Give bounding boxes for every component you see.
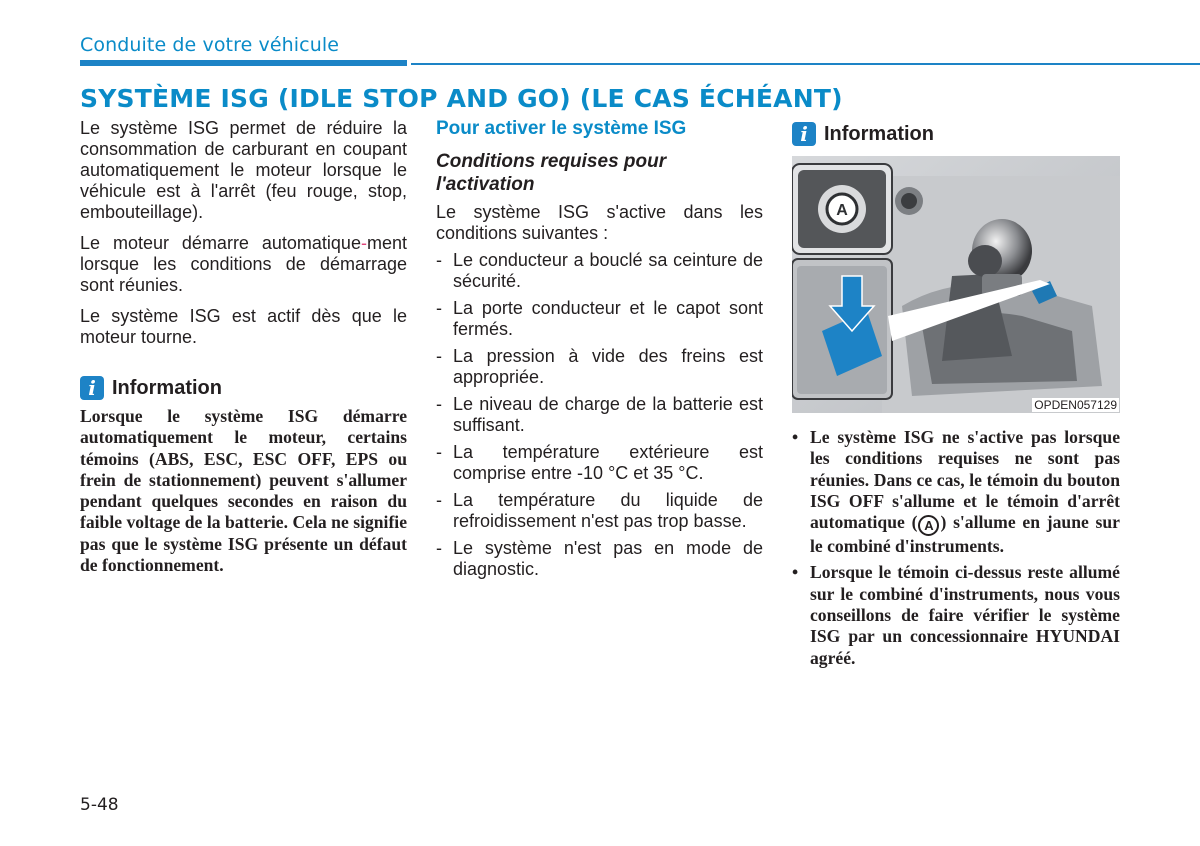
info-label: Information <box>824 122 934 145</box>
list-item: - La température du liquide de refroidissement n'est pas trop basse. <box>436 490 763 532</box>
auto-stop-icon: A <box>918 515 939 536</box>
header-rule-thin <box>411 63 1200 65</box>
list-item: - Le niveau de charge de la batterie est suffisant. <box>436 394 763 436</box>
column-left <box>80 118 407 576</box>
header-rule-thick <box>80 60 407 66</box>
info-icon: i <box>80 376 104 400</box>
list-item: - La pression à vide des freins est appropriée. <box>436 346 763 388</box>
bullet-item: • Lorsque le témoin ci-dessus reste allumé sur le combiné d'instruments, nous vous conseillons de faire vérifier le système ISG par un concessionnaire HYUNDAI agréé. <box>792 562 1120 668</box>
info-bullets <box>792 427 1120 669</box>
section-heading: Pour activer le système ISG <box>436 118 687 139</box>
active-paragraph: Le système ISG est actif dès que le moteur tourne. <box>80 306 407 347</box>
column-right <box>792 122 1120 674</box>
page-title: SYSTÈME ISG (IDLE STOP AND GO) (LE CAS ÉCHÉANT) <box>80 84 843 113</box>
bullet-item <box>792 427 1120 557</box>
info-text: Lorsque le système ISG démarre automatiquement le moteur, certains témoins (ABS, ESC, ESC OFF, EPS ou frein de stationnement) peuvent s'allumer pendant quelques secondes en raison du faible voltage de la batterie. Cela ne signifie pas que le système ISG présente un défaut de fonctionnement. <box>80 406 407 576</box>
info-heading <box>80 376 407 400</box>
info-label: Information <box>112 376 222 399</box>
list-item: - Le système n'est pas en mode de diagnostic. <box>436 538 763 580</box>
list-item: - Le conducteur a bouclé sa ceinture de sécurité. <box>436 250 763 292</box>
isg-button-figure <box>792 156 1120 413</box>
list-item: - La porte conducteur et le capot sont fermés. <box>436 298 763 340</box>
section-title: Conduite de votre véhicule <box>80 34 340 56</box>
restart-paragraph-part2: ment lorsque les conditions de démarrage sont réunies. <box>80 233 407 295</box>
info-icon: i <box>792 122 816 146</box>
list-item: - La température extérieure est comprise entre -10 °C et 35 °C. <box>436 442 763 484</box>
console-illustration <box>792 156 1120 413</box>
intro-paragraph: Le système ISG permet de réduire la consommation de carburant en coupant automatiquement le moteur lorsque le véhicule est à l'arrêt (feu rouge, stop, embouteillage). <box>80 118 407 222</box>
conditions-list <box>436 250 763 580</box>
figure-code: OPDEN057129 <box>1034 398 1117 412</box>
column-middle <box>436 118 763 586</box>
restart-paragraph <box>80 233 407 296</box>
conditions-heading: Conditions requises pour l'activation <box>436 151 667 195</box>
hyphen-mark: - <box>360 233 367 253</box>
info-heading <box>792 122 1120 146</box>
svg-text:A: A <box>836 202 848 219</box>
conditions-intro: Le système ISG s'active dans les conditions suivantes : <box>436 202 763 243</box>
restart-paragraph-part1: Le moteur démarre automatique <box>80 233 361 253</box>
bullet1-part1: Le système ISG ne s'active pas lorsque les conditions requises ne sont pas réunies. Dans ce cas, le témoin du bouton ISG OFF s'allume et le témoin d'arrêt automatique ( <box>810 427 1120 533</box>
bullet1-part2: ) s'allume en jaune sur le combiné d'instruments. <box>810 512 1120 557</box>
page-number: 5-48 <box>80 795 119 815</box>
